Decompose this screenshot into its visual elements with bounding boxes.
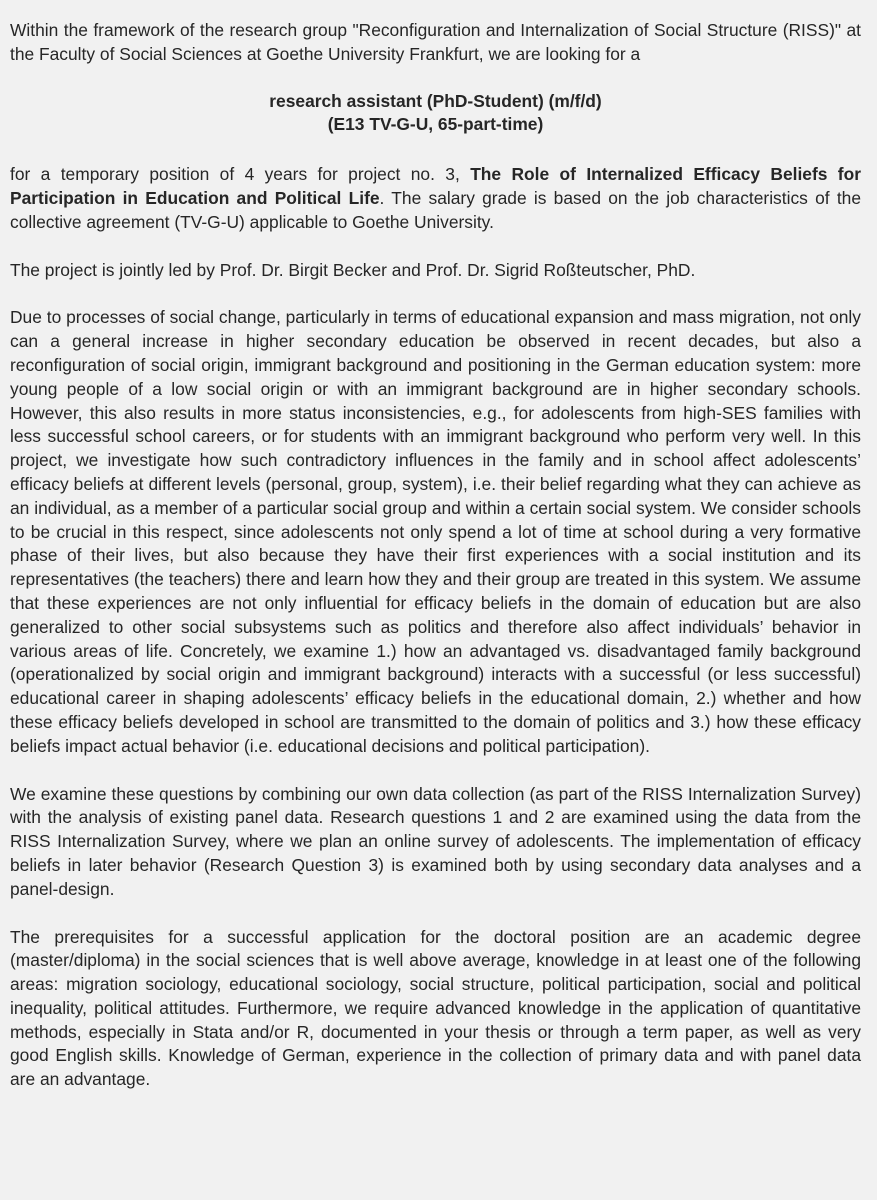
project-name: The Role of Internalized Efficacy Beliefs for Participation in Education and Political Life [10,164,861,208]
position-grade-line: (E13 TV-G-U, 65-part-time) [327,114,544,135]
prerequisites-paragraph: The prerequisites for a successful application for the doctoral position are an academic degree (master/diploma) in the social sciences that is well above average, knowledge in at least one of the following areas: migration sociology, educational sociology, social structure, political participation, social and political inequality, political attitudes. Furthermore, we require advanced knowledge in the application of quantitative methods, especially in Stata and/or R, documented in your thesis or through a term paper, as well as very good English skills. Knowledge of German, experience in the collection of primary data and with panel data are an advantage. [10,926,861,1090]
project-text-before: for a temporary position of 4 years for project no. 3, [10,164,471,185]
project-text-after: . The salary grade is based on the job characteristics of the collective agreement (TV-G-U) applicable to Goethe University. [10,187,861,232]
methods-paragraph: We examine these questions by combining our own data collection (as part of the RISS Internalization Survey) with the analysis of existing panel data. Research questions 1 and 2 are examined using the data from the RISS Internalization Survey, where we plan an online survey of adolescents. The implementation of efficacy beliefs in later behavior (Research Question 3) is examined both by using secondary data analyses and a panel-design. [10,783,861,899]
project-paragraph [10,163,861,234]
position-title-line: research assistant (PhD-Student) (m/f/d) [269,90,602,111]
position-title [10,90,861,138]
intro-paragraph: Within the framework of the research group "Reconfiguration and Internalization of Social Structure (RISS)" at the Faculty of Social Sciences at Goethe University Frankfurt, we are looking for a [10,20,861,64]
description-paragraph: Due to processes of social change, particularly in terms of educational expansion and mass migration, not only can a general increase in higher secondary education be observed in recent decades, but also a reconfiguration of social origin, immigrant background and positioning in the German education system: more young people of a low social origin or with an immigrant background are in higher secondary schools. However, this also results in more status inconsistencies, e.g., for adolescents from high-SES families with less successful school careers, or for students with an immigrant background who perform very well. In this project, we investigate how such contradictory influences in the family and in school affect adolescents’ efficacy beliefs at different levels (personal, group, system), i.e. their belief regarding what they can achieve as an individual, as a member of a particular social group and within a certain social system. We consider schools to be crucial in this respect, since adolescents not only spend a lot of time at school during a very formative phase of their lives, but also because they have their first experiences with a social institution and its representatives (the teachers) there and learn how they and their group are treated in this system. We assume that these experiences are not only influential for efficacy beliefs in the domain of education but are also generalized to other social subsystems such as politics and therefore also affect individuals’ behavior in various areas of life. Concretely, we examine 1.) how an advantaged vs. disadvantaged family background (operationalized by social origin and immigrant background) interacts with a successful (or less successful) educational career in shaping adolescents’ efficacy beliefs in the educational domain, 2.) whether and how these efficacy beliefs developed in school are transmitted to the domain of politics and 3.) how these efficacy beliefs impact actual behavior (i.e. educational decisions and political participation). [10,307,861,756]
leaders-paragraph: The project is jointly led by Prof. Dr. Birgit Becker and Prof. Dr. Sigrid Roßteutscher, PhD. [10,259,696,280]
